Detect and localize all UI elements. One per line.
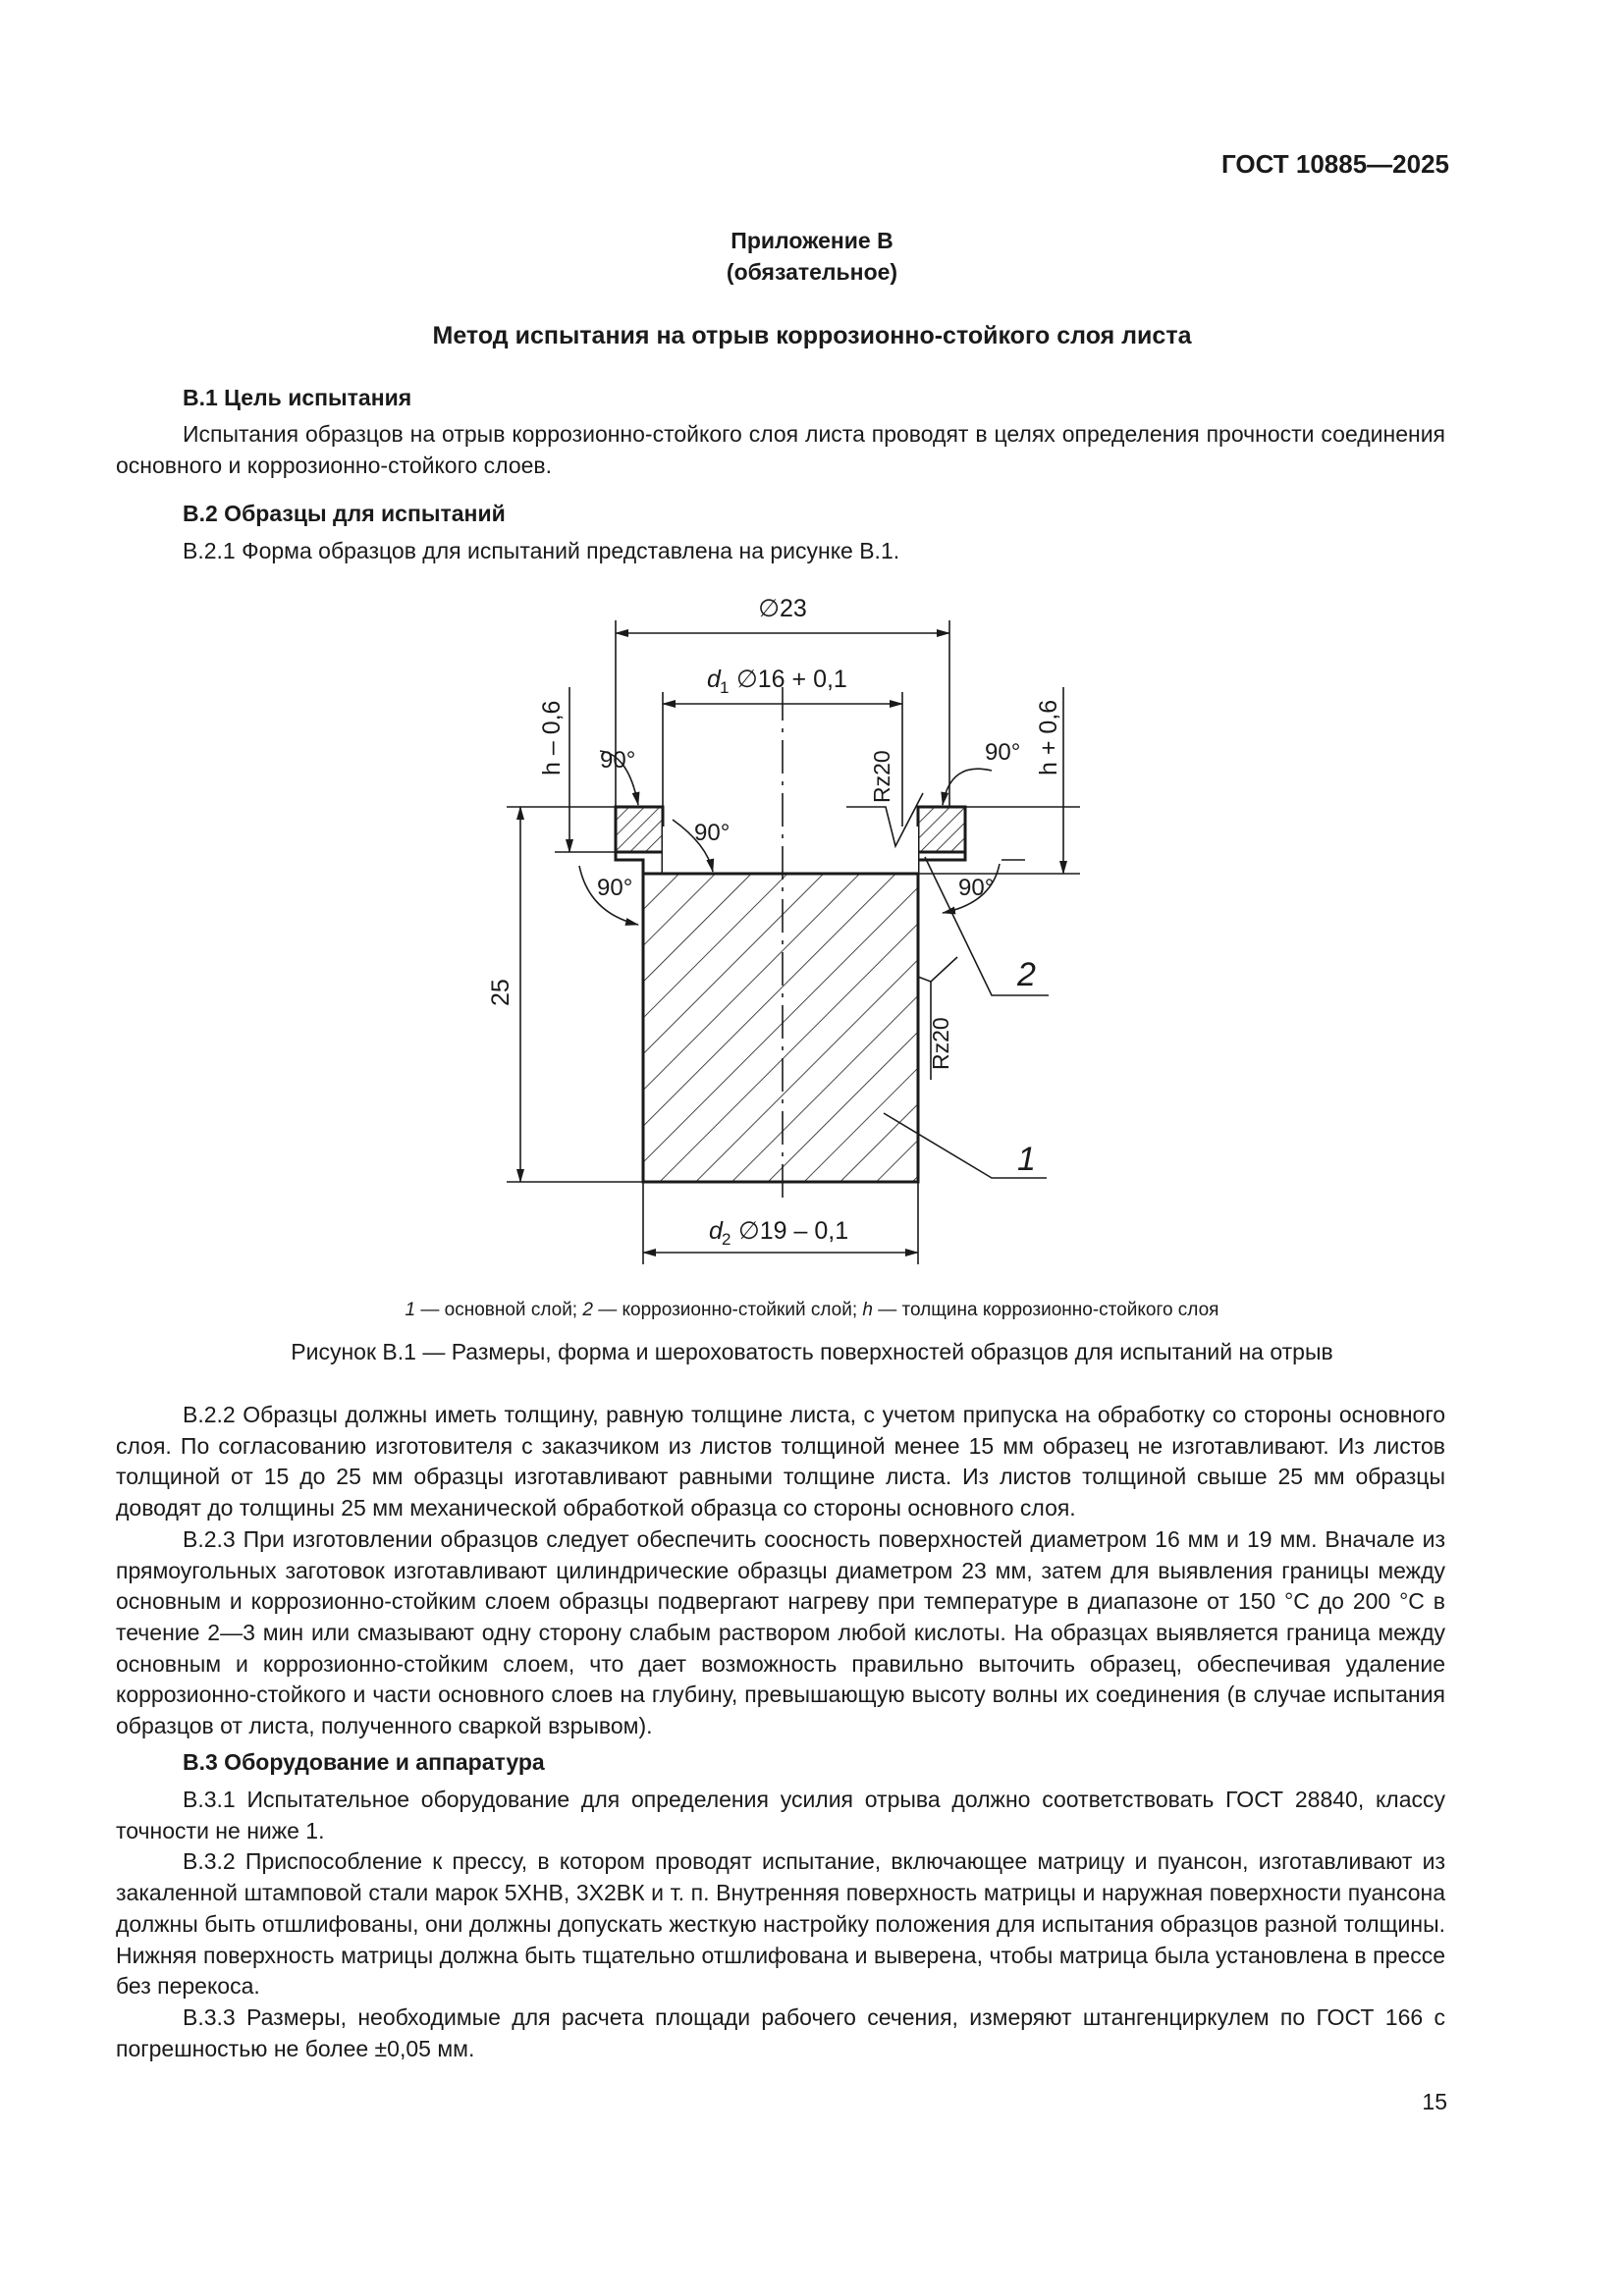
clad-layer-left (616, 807, 663, 852)
section-heading-b1: В.1 Цель испытания (183, 385, 412, 410)
figure-legend: 1 — основной слой; 2 — коррозионно-стойкий слой; h — толщина коррозионно-стойкого слоя (405, 1300, 1219, 1320)
paragraph-b1: Испытания образцов на отрыв коррозионно-стойкого слоя листа проводят в целях определения прочности соединения основного и коррозионно-стойкого слоев. (116, 421, 1445, 478)
paragraph-b3-2: В.3.2 Приспособление к прессу, в котором проводят испытание, включающее матрицу и пуансон, изготавливают из закаленной штамповой стали марок 5ХНВ, 3Х2ВК и т. п. Внутренняя поверхность матрицы и наружная поверхности пуансона должны быть отшлифованы, они должны допускать жесткую настройку положения для испытания образцов разной толщины. Нижняя поверхность матрицы должна быть тщательно отшлифована и выверена, чтобы матрица была установлена в прессе без перекоса. (116, 1848, 1445, 2000)
dim-d2-subscript: 2 (722, 1230, 731, 1249)
section-b1-text (116, 419, 1445, 481)
angle-inner: 90° (694, 820, 731, 846)
clad-layer-right (918, 807, 965, 852)
paragraph-b2-3: В.2.3 При изготовлении образцов следует обеспечить соосность поверхностей диаметром 16 мм и 19 мм. Вначале из прямоугольных заготовок изготавливают цилиндрические образцы диаметром 23 мм, затем для выявления границы между основным и коррозионно-стойким слоем образцы подвергают нагреву при температуре в диапазоне от 150 °С до 200 °С в течение 2—3 мин или смазывают одну сторону слабым раствором любой кислоты. На образцах выявляется граница между основным и коррозионно-стойким слоем, что дает возможность правильно выточить образец, обеспечивая удаление коррозионно-стойкого и части основного слоев на глубину, превышающую высоту волны их соединения (в случае испытания образцов от листа, полученного сваркой взрывом). (116, 1525, 1445, 1739)
label-base-layer: 1 (1017, 1141, 1036, 1178)
appendix-name: Приложение В (731, 228, 893, 253)
dim-d2-value: ∅19 – 0,1 (738, 1217, 849, 1245)
dim-outer-diameter: ∅23 (758, 595, 807, 622)
page-number: 15 (1422, 2089, 1447, 2114)
dim-d1-symbol: d (707, 666, 721, 693)
angle-top-right: 90° (985, 739, 1021, 766)
angle-bottom-left: 90° (597, 875, 633, 901)
dim-height: 25 (487, 979, 514, 1006)
section-b2-text (116, 1400, 1445, 1742)
paragraph-b2-2: В.2.2 Образцы должны иметь толщину, равную толщине листа, с учетом припуска на обработку со стороны основного слоя. По согласованию изготовителя с заказчиком из листов толщиной менее 15 мм образец не изготавливают. Из листов толщиной от 15 до 25 мм образцы изготавливают равными толщине листа. Из листов толщиной свыше 25 мм образцы доводят до толщины 25 мм механической обработкой образца со стороны основного слоя. (116, 1402, 1445, 1522)
base-layer-section (643, 874, 918, 1182)
figure-caption: Рисунок В.1 — Размеры, форма и шероховатость поверхностей образцов для испытаний на отрыв (291, 1339, 1333, 1364)
section-heading-b3: В.3 Оборудование и аппаратура (183, 1749, 545, 1775)
figure-b1-drawing (461, 579, 1090, 1286)
standard-number: ГОСТ 10885—2025 (1221, 149, 1449, 179)
paragraph-b3-1: В.3.1 Испытательное оборудование для определения усилия отрыва должно соответствовать ГОСТ 28840, классу точности не ниже 1. (116, 1787, 1445, 1843)
section-b3-text (116, 1785, 1445, 2064)
paragraph-b2-1: В.2.1 Форма образцов для испытаний представлена на рисунке В.1. (183, 538, 900, 563)
angle-top-left: 90° (600, 747, 636, 774)
dim-h-plus: h + 0,6 (1035, 699, 1062, 775)
appendix-status: (обязательное) (726, 259, 898, 285)
angle-bottom-right: 90° (958, 875, 995, 901)
dim-d2-symbol: d (709, 1217, 723, 1245)
paragraph-b3-3: В.3.3 Размеры, необходимые для расчета площади рабочего сечения, измеряют штангенциркулем по ГОСТ 166 с погрешностью не более ±0,05 мм. (116, 2003, 1445, 2061)
dim-d1-subscript: 1 (720, 678, 730, 697)
page-title: Метод испытания на отрыв коррозионно-стойкого слоя листа (432, 322, 1192, 349)
dim-h-minus: h – 0,6 (538, 700, 566, 775)
section-heading-b2: В.2 Образцы для испытаний (183, 501, 506, 526)
roughness-side: Rz20 (928, 1017, 953, 1070)
dim-d1-value: ∅16 + 0,1 (736, 666, 847, 693)
roughness-top: Rz20 (869, 750, 894, 803)
section-b2-intro (116, 536, 1445, 567)
label-clad-layer: 2 (1017, 956, 1036, 993)
